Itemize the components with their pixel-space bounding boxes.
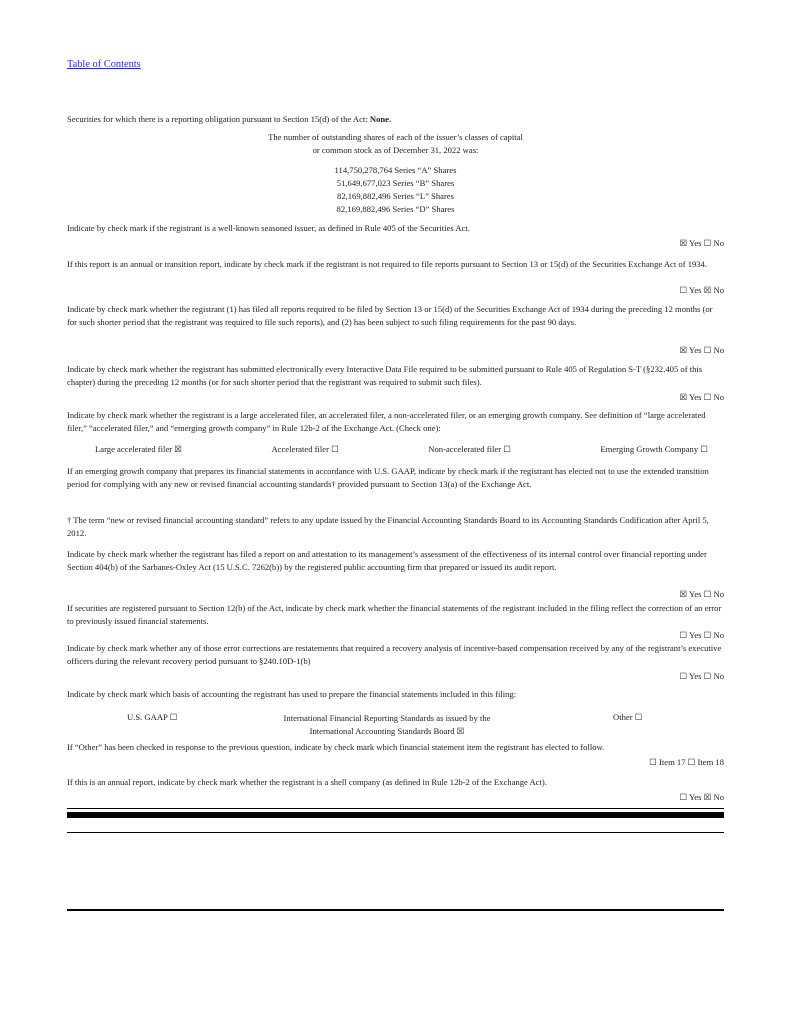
divider-page-footer (67, 909, 724, 911)
answer-shell-company[interactable]: ☐ Yes ☒ No (679, 792, 724, 802)
option-ifrs-line2: International Accounting Standards Board ☒ (309, 725, 465, 736)
option-ifrs-line1: International Financial Reporting Standards as issued by the (283, 713, 491, 723)
question-filed-all: Indicate by check mark whether the registrant (1) has filed all reports required to be filed by Section 13 or 15(d) of the Securities Exchange Act of 1934 during the preceding 12 months (or for such shorter period that the registrant was required to file such reports), and (2) has been subject to such filing requirements for the past 90 days. (67, 304, 713, 327)
question-wksi: Indicate by check mark if the registrant is a well-known seasoned issuer, as defined in Rule 405 of the Securities Act. (67, 223, 470, 233)
answer-filed-all[interactable]: ☒ Yes ☐ No (679, 345, 724, 355)
option-us-gaap[interactable]: U.S. GAAP ☐ (127, 712, 178, 722)
shares-list (67, 164, 724, 216)
shares-series-l: 82,169,882,496 Series “L” Shares (337, 191, 454, 201)
outstanding-shares-intro (67, 131, 724, 156)
footnote-accounting-standard: † The term “new or revised financial accounting standard” refers to any update issued by the Financial Accounting Standards Board to its Accounting Standards Codification after April 5, 2012. (67, 515, 709, 538)
divider-thin-top (67, 808, 724, 809)
answer-other-item[interactable]: ☐ Item 17 ☐ Item 18 (649, 757, 724, 767)
question-filer-type: Indicate by check mark whether the registrant is a large accelerated filer, an accelerated filer, a non-accelerated filer, or an emerging growth company. See definition of “large accelerated filer,” “accelerated filer,” and “emerging growth company” in Rule 12b-2 of the Exchange Act. (Check one): (67, 410, 706, 433)
option-non-accelerated[interactable]: Non-accelerated filer ☐ (428, 444, 511, 454)
reporting-obligation (67, 113, 724, 126)
question-restatements: Indicate by check mark whether any of those error corrections are restatements that required a recovery analysis of incentive-based compensation received by any of the registrant’s executive officers during the relevant recovery period pursuant to §240.10D-1(b) (67, 643, 722, 666)
option-ifrs[interactable] (247, 712, 527, 737)
question-icfr: Indicate by check mark whether the registrant has filed a report on and attestation to its management’s assessment of the effectiveness of its internal control over financial reporting under Section 404(b) of the Sarbanes-Oxley Act (15 U.S.C. 7262(b)) by the registered public accounting firm that prepared or issued its audit report. (67, 549, 707, 572)
question-accounting-basis: Indicate by check mark which basis of accounting the registrant has used to prepare the financial statements included in this filing: (67, 689, 517, 699)
filer-type-options (67, 444, 724, 455)
answer-not-required[interactable]: ☐ Yes ☒ No (679, 285, 724, 295)
divider-thin-bottom (67, 832, 724, 833)
shares-series-b: 51,649,677,023 Series “B” Shares (336, 178, 455, 188)
question-not-required: If this report is an annual or transition report, indicate by check mark if the registrant is not required to file reports pursuant to Section 13 or 15(d) of the Securities Exchange Act of 1934. (67, 259, 708, 269)
reporting-obligation-text: Securities for which there is a reporting obligation pursuant to Section 15(d) of the Act: (67, 114, 370, 124)
outstanding-intro-line2: or common stock as of December 31, 2022 was: (312, 144, 479, 155)
option-other[interactable]: Other ☐ (613, 712, 643, 722)
option-emerging-growth[interactable]: Emerging Growth Company ☐ (600, 444, 708, 454)
option-accelerated[interactable]: Accelerated filer ☐ (271, 444, 339, 454)
shares-series-d: 82,169,882,496 Series “D” Shares (336, 204, 455, 214)
question-other-item: If “Other” has been checked in response to the previous question, indicate by check mark which financial statement item the registrant has elected to follow. (67, 742, 605, 752)
accounting-basis-options (67, 712, 724, 738)
divider-thick (67, 812, 724, 818)
answer-error-correction[interactable]: ☐ Yes ☐ No (679, 630, 724, 640)
outstanding-intro-line1: The number of outstanding shares of each of the issuer’s classes of capital (268, 132, 523, 142)
answer-restatements[interactable]: ☐ Yes ☐ No (679, 671, 724, 681)
shares-series-a: 114,750,278,764 Series “A” Shares (334, 165, 457, 175)
reporting-obligation-value: None. (369, 114, 392, 124)
question-interactive-data: Indicate by check mark whether the registrant has submitted electronically every Interactive Data File required to be submitted pursuant to Rule 405 of Regulation S-T (§232.405 of this chapter) during the preceding 12 months (or for such shorter period that the registrant was required to submit such files). (67, 364, 703, 387)
question-emerging-growth: If an emerging growth company that prepares its financial statements in accordance with U.S. GAAP, indicate by check mark if the registrant has elected not to use the extended transition period for complying with any new or revised financial accounting standards† provided pursuant to Section 13(a) of the Exchange Act. (67, 466, 709, 489)
answer-wksi[interactable]: ☒ Yes ☐ No (679, 238, 724, 248)
option-large-accelerated[interactable]: Large accelerated filer ☒ (95, 444, 182, 454)
answer-icfr[interactable]: ☒ Yes ☐ No (679, 589, 724, 599)
question-shell-company: If this is an annual report, indicate by check mark whether the registrant is a shell company (as defined in Rule 12b-2 of the Exchange Act). (67, 777, 547, 787)
table-of-contents-link[interactable]: Table of Contents (67, 59, 141, 70)
answer-interactive-data[interactable]: ☒ Yes ☐ No (679, 392, 724, 402)
question-error-correction: If securities are registered pursuant to Section 12(b) of the Act, indicate by check mark whether the financial statements of the registrant included in the filing reflect the correction of an error to previously issued financial statements. (67, 603, 722, 626)
